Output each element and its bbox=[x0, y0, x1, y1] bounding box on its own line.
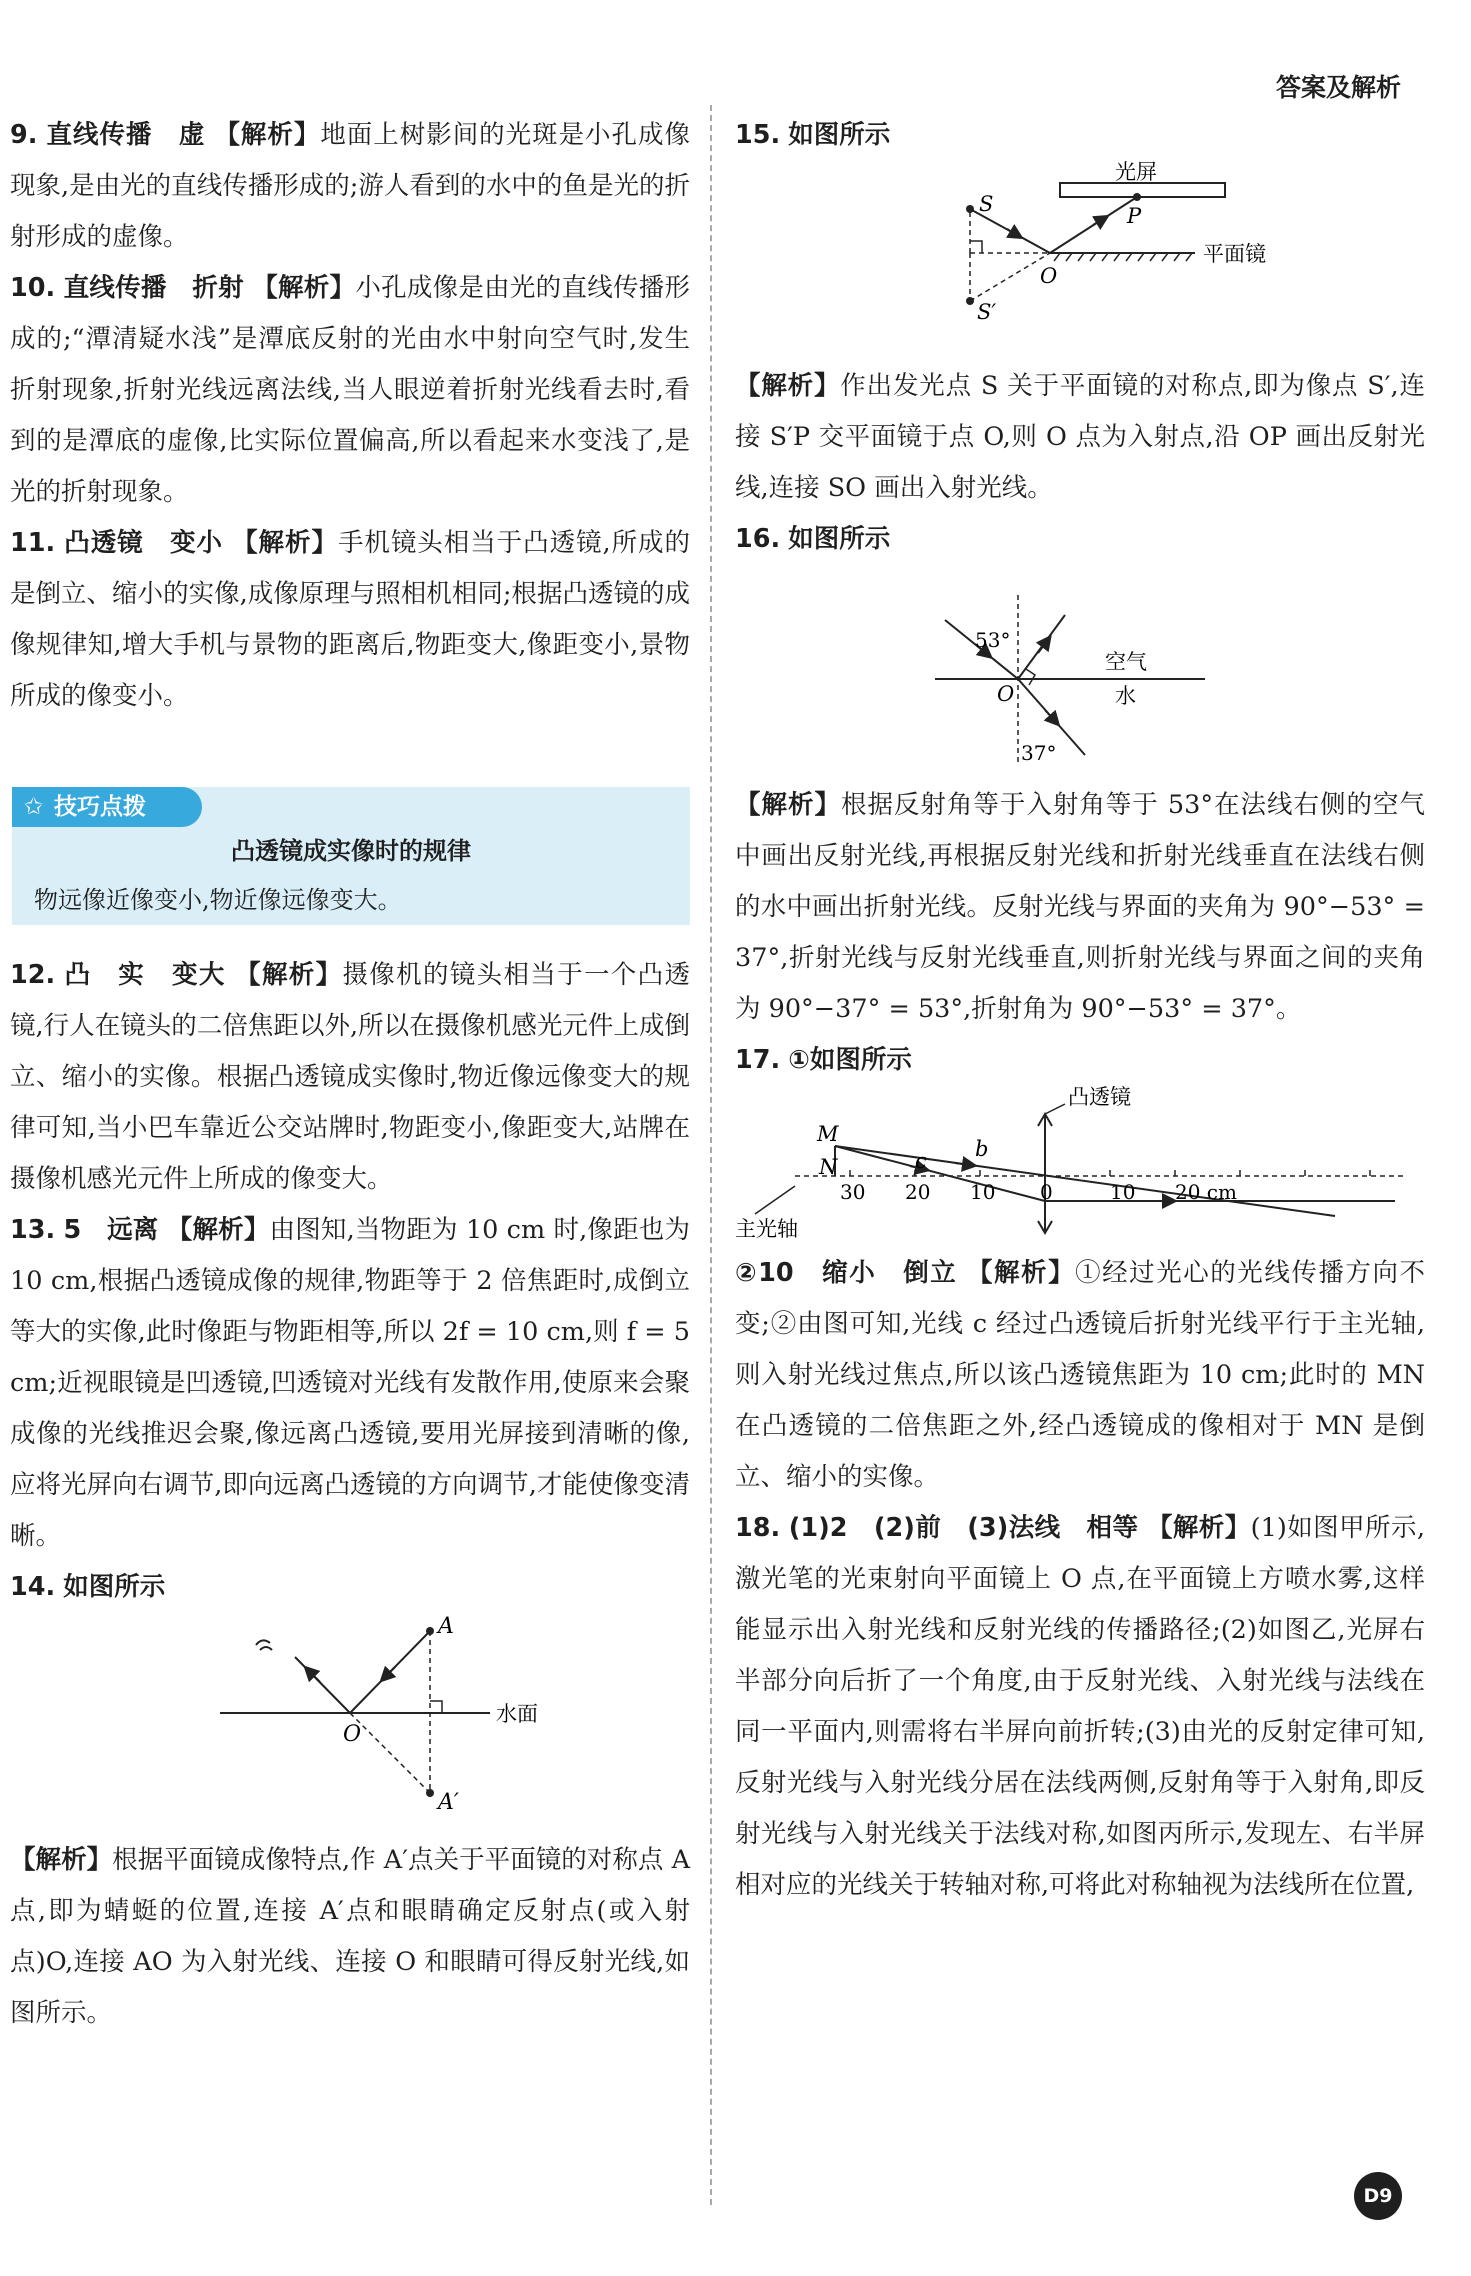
answer-9 bbox=[10, 110, 690, 263]
q10-answer: 直线传播 折射 bbox=[63, 273, 244, 303]
q16-figure bbox=[735, 565, 1425, 780]
q11-analysis: 手机镜头相当于凸透镜,所成的是倒立、缩小的实像,成像原理与照相机相同;根据凸透镜的成像规律知,增大手机与景物的距离后,物距变大,像距变小,景物所成的像变小。 bbox=[10, 528, 690, 711]
q17-figure bbox=[735, 1086, 1425, 1248]
tick-label-20-right: 20 cm bbox=[1175, 1180, 1237, 1204]
q12-answer: 凸 实 变大 bbox=[64, 960, 226, 990]
label-a-prime: A′ bbox=[438, 1790, 459, 1815]
answer-17 bbox=[735, 1035, 1425, 1086]
tips-tag bbox=[12, 787, 202, 827]
reflected-ray-arrow bbox=[1038, 641, 1047, 653]
right-angle-mark bbox=[1026, 669, 1035, 685]
q18-answer: (1)2 (2)前 (3)法线 相等 bbox=[788, 1513, 1139, 1543]
left-column-lower bbox=[10, 950, 690, 2039]
q12-analysis: 摄像机的镜头相当于一个凸透镜,行人在镜头的二倍焦距以外,所以在摄像机感光元件上成倒立、缩小的实像。根据凸透镜成实像时,物近像远像变大的规律可知,当小巴车靠近公交站牌时,物距变小,像距变大,站牌在摄像机感光元件上所成的像变大。 bbox=[10, 960, 690, 1194]
light-screen-rect bbox=[1060, 183, 1225, 197]
q13-analysis: 由图知,当物距为 10 cm 时,像距也为 10 cm,根据凸透镜成像的规律,物距等于 2 倍焦距时,成倒立等大的实像,此时像距与物距相等,所以 2f = 10 cm,则 f = 5 cm;近视眼镜是凹透镜,凹透镜对光线有发散作用,使原来会聚成像的光线推迟会聚,像远离凸透镜,要用光屏接到清晰的像,应将光屏向右调节,即向远离凸透镜的方向调节,才能使像变清晰。 bbox=[10, 1215, 690, 1551]
q16-diagram bbox=[735, 565, 1425, 780]
label-o: O bbox=[343, 1722, 362, 1747]
q15-answer: 如图所示 bbox=[788, 120, 891, 150]
label-o: O bbox=[997, 682, 1015, 706]
tick-label-20: 20 bbox=[905, 1180, 931, 1204]
tips-title: 凸透镜成实像时的规律 bbox=[12, 827, 690, 875]
virtual-ray bbox=[970, 253, 1050, 301]
star-icon: ✩ bbox=[24, 794, 44, 820]
q11-analysis-tag: 【解析】 bbox=[232, 528, 338, 558]
q15-figure bbox=[735, 161, 1425, 361]
answer-13 bbox=[10, 1205, 690, 1562]
q9-analysis: 地面上树影间的光斑是小孔成像现象,是由光的直线传播形成的;游人看到的水中的鱼是光的折射形成的虚像。 bbox=[10, 120, 690, 252]
q17-analysis-tag: 【解析】 bbox=[966, 1258, 1076, 1288]
q14-diagram bbox=[10, 1613, 690, 1835]
label-m: M bbox=[817, 1122, 839, 1146]
incident-ray-arrow bbox=[385, 1667, 395, 1677]
label-principal-axis: 主光轴 bbox=[735, 1217, 798, 1241]
refracted-ray-arrow bbox=[1045, 710, 1055, 721]
q18-analysis-tag: 【解析】 bbox=[1146, 1513, 1251, 1543]
q15-analysis-block bbox=[735, 361, 1425, 514]
q9-number: 9. bbox=[10, 120, 38, 150]
q11-number: 11. bbox=[10, 528, 56, 558]
q13-number: 13. bbox=[10, 1215, 56, 1245]
label-angle-53: 53° bbox=[975, 628, 1011, 652]
q14-analysis-tag: 【解析】 bbox=[10, 1845, 113, 1875]
lens-pointer-line bbox=[1045, 1104, 1065, 1114]
label-a: A bbox=[438, 1614, 454, 1639]
reflected-ray-arrow bbox=[1093, 219, 1103, 225]
eye-icon bbox=[256, 1640, 272, 1650]
ray-c-incident bbox=[835, 1146, 1045, 1201]
tips-tag-label: 技巧点拨 bbox=[54, 794, 146, 820]
q14-analysis-block bbox=[10, 1835, 690, 2039]
q10-number: 10. bbox=[10, 273, 56, 303]
q16-answer: 如图所示 bbox=[788, 524, 891, 554]
reflected-ray bbox=[295, 1657, 350, 1713]
label-s: S bbox=[979, 192, 994, 216]
q10-analysis-tag: 【解析】 bbox=[252, 273, 356, 303]
q12-number: 12. bbox=[10, 960, 56, 990]
point-p-dot bbox=[1133, 193, 1141, 201]
left-column bbox=[10, 110, 690, 722]
label-air: 空气 bbox=[1105, 650, 1147, 674]
answer-11 bbox=[10, 518, 690, 722]
tick-label-0: 0 bbox=[1040, 1180, 1053, 1204]
point-a-dot bbox=[426, 1627, 434, 1635]
q11-answer: 凸透镜 变小 bbox=[64, 528, 224, 558]
right-angle-mark bbox=[970, 241, 982, 253]
tick-label-10-right: 10 bbox=[1110, 1180, 1136, 1204]
answer-10 bbox=[10, 263, 690, 518]
q18-analysis: (1)如图甲所示,激光笔的光束射向平面镜上 O 点,在平面镜上方喷水雾,这样能显示出入射光线和反射光线的传播路径;(2)如图乙,光屏右半部分向后折了一个角度,由于反射光线、入射光线与法线在同一平面内,则需将右半屏向前折转;(3)由光的反射定律可知,反射光线与入射光线分居在法线两侧,反射角等于入射角,即反射光线与入射光线关于法线对称,如图丙所示,发现左、右半屏相对应的光线关于转轴对称,可将此对称轴视为法线所在位置, bbox=[735, 1513, 1425, 1900]
tips-body: 物远像近像变小,物近像远像变大。 bbox=[12, 875, 690, 925]
q18-number: 18. bbox=[735, 1513, 781, 1543]
label-c: c bbox=[915, 1149, 927, 1173]
virtual-ray bbox=[350, 1713, 430, 1793]
label-o: O bbox=[1040, 264, 1058, 288]
right-angle-mark bbox=[430, 1701, 442, 1713]
page-header-title: 答案及解析 bbox=[1275, 73, 1401, 102]
q16-analysis: 根据反射角等于入射角等于 53°在法线右侧的空气中画出反射光线,再根据反射光线和折射光线垂直在法线右侧的水中画出折射光线。反射光线与界面的夹角为 90°−53° = 37°,折射光线与反射光线垂直,则折射光线与界面之间的夹角为 90°−37° = 53°,折射角为 90°−53° = 37°。 bbox=[735, 790, 1425, 1024]
q17-analysis: ①经过光心的光线传播方向不变;②由图可知,光线 c 经过凸透镜后折射光线平行于主光轴,则入射光线过焦点,所以该凸透镜焦距为 10 cm;此时的 MN 在凸透镜的二倍焦距之外,经凸透镜成的像相对于 MN 是倒立、缩小的实像。 bbox=[735, 1258, 1425, 1492]
answer-12 bbox=[10, 950, 690, 1205]
q17-analysis-block bbox=[735, 1248, 1425, 1503]
right-column bbox=[735, 110, 1425, 1911]
q16-analysis-tag: 【解析】 bbox=[735, 790, 841, 820]
reflected-ray-arrow bbox=[309, 1671, 320, 1682]
q16-analysis-block bbox=[735, 780, 1425, 1035]
q14-answer: 如图所示 bbox=[63, 1572, 166, 1602]
q17-answer: ①如图所示 bbox=[788, 1045, 912, 1075]
column-divider bbox=[710, 105, 712, 2205]
q15-diagram bbox=[735, 161, 1425, 361]
q12-analysis-tag: 【解析】 bbox=[235, 960, 343, 990]
label-n: N bbox=[819, 1155, 838, 1179]
answer-16 bbox=[735, 514, 1425, 565]
q14-analysis: 根据平面镜成像特点,作 A′点关于平面镜的对称点 A 点,即为蜻蜓的位置,连接 A′点和眼睛确定反射点(或入射点)O,连接 AO 为入射光线、连接 O 和眼睛可得反射光线,如图所示。 bbox=[10, 1845, 690, 2028]
label-p: P bbox=[1127, 204, 1142, 228]
q9-answer: 直线传播 虚 bbox=[46, 120, 206, 150]
q14-figure bbox=[10, 1613, 690, 1835]
q17-number: 17. bbox=[735, 1045, 781, 1075]
answer-15 bbox=[735, 110, 1425, 161]
q17-diagram bbox=[735, 1086, 1425, 1248]
q15-analysis-tag: 【解析】 bbox=[735, 371, 841, 401]
q9-analysis-tag: 【解析】 bbox=[214, 120, 321, 150]
q14-number: 14. bbox=[10, 1572, 56, 1602]
label-convex-lens: 凸透镜 bbox=[1068, 1086, 1131, 1109]
label-light-screen: 光屏 bbox=[1115, 161, 1157, 184]
label-s-prime: S′ bbox=[977, 300, 997, 324]
mirror-hatching bbox=[1054, 253, 1192, 261]
page-number-badge: D9 bbox=[1354, 2172, 1402, 2220]
label-b: b bbox=[975, 1137, 989, 1161]
q10-analysis: 小孔成像是由光的直线传播形成的;“潭清疑水浅”是潭底反射的光由水中射向空气时,发生折射现象,折射光线远离法线,当人眼逆着折射光线看去时,看到的是潭底的虚像,比实际位置偏高,所以看起来水变浅了,是光的折射现象。 bbox=[10, 273, 690, 507]
axis-pointer-line bbox=[755, 1186, 795, 1214]
point-s-prime-dot bbox=[966, 297, 974, 305]
answer-14 bbox=[10, 1562, 690, 1613]
answer-18 bbox=[735, 1503, 1425, 1911]
q13-analysis-tag: 【解析】 bbox=[166, 1215, 270, 1245]
point-s-dot bbox=[966, 205, 974, 213]
label-angle-37: 37° bbox=[1021, 741, 1057, 765]
label-water: 水 bbox=[1115, 684, 1136, 708]
q15-number: 15. bbox=[735, 120, 781, 150]
label-water-surface: 水面 bbox=[496, 1702, 538, 1726]
q16-number: 16. bbox=[735, 524, 781, 554]
q13-answer: 5 远离 bbox=[63, 1215, 159, 1245]
ray-b-arrow bbox=[955, 1163, 970, 1165]
tick-label-30: 30 bbox=[840, 1180, 866, 1204]
incident-ray-arrow bbox=[1007, 229, 1017, 235]
tick-label-10: 10 bbox=[970, 1180, 996, 1204]
q17-answer-2: ②10 缩小 倒立 bbox=[735, 1258, 958, 1288]
label-plane-mirror: 平面镜 bbox=[1203, 242, 1266, 266]
point-a-prime-dot bbox=[426, 1789, 434, 1797]
q15-analysis: 作出发光点 S 关于平面镜的对称点,即为像点 S′,连接 S′P 交平面镜于点 O,则 O 点为入射点,沿 OP 画出反射光线,连接 SO 画出入射光线。 bbox=[735, 371, 1425, 503]
